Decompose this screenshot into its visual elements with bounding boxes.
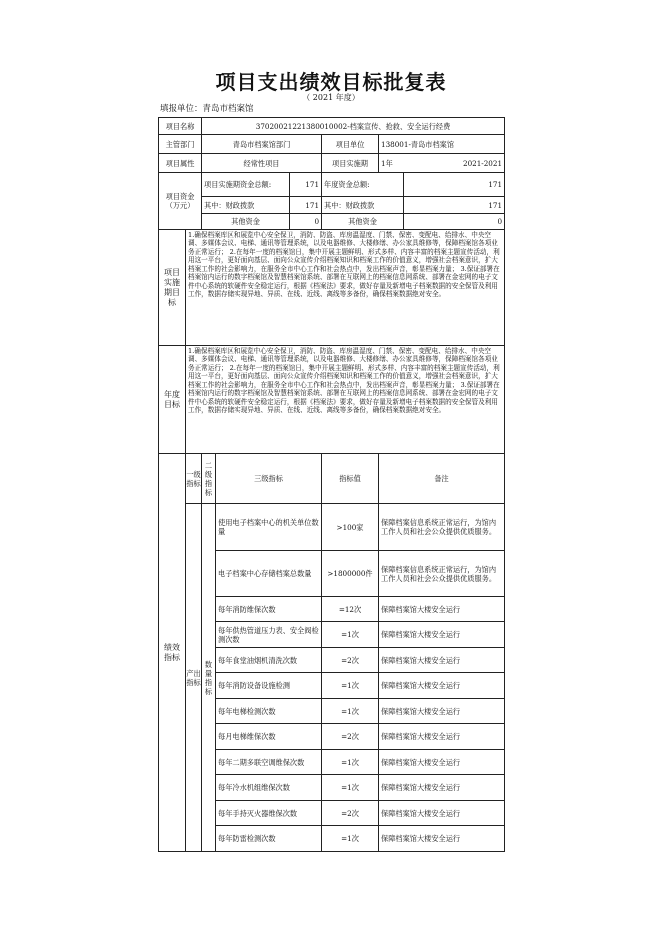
- department-row: [159, 135, 505, 154]
- level1-output-indicator: 产出指标: [186, 504, 202, 852]
- annual-other-funds-value: 0: [404, 214, 505, 230]
- indicator-note: 保障档案馆大楼安全运行: [379, 648, 505, 673]
- indicator-note: 保障档案馆大楼安全运行: [379, 622, 505, 648]
- level3-header: 三级指标: [216, 454, 322, 504]
- indicator-note: 保障档案馆大楼安全运行: [379, 750, 505, 775]
- annual-funds-label: 年度资金总额:: [322, 173, 404, 197]
- funds-other-row: [159, 214, 505, 230]
- indicator-note: 保障档案馆大楼安全运行: [379, 775, 505, 801]
- indicator-value: =1次: [322, 775, 379, 801]
- indicator-name: 每年冷水机组维保次数: [216, 775, 322, 801]
- indicator-value: =1次: [322, 750, 379, 775]
- indicator-value: =1次: [322, 673, 379, 699]
- project-funds-label: 项目资金（万元）: [159, 173, 202, 230]
- performance-target-table: [158, 117, 505, 852]
- annual-goal-label: 年度目标: [159, 346, 186, 454]
- funds-total-row: [159, 173, 505, 197]
- page-title: 项目支出绩效目标批复表: [215, 70, 447, 94]
- department-label: 主管部门: [159, 135, 202, 154]
- implementation-period-label: 项目实施期: [322, 154, 379, 173]
- indicator-name: 电子档案中心存储档案总数量: [216, 551, 322, 597]
- fiscal-funds-label: 其中：财政拨款: [202, 197, 290, 214]
- indicator-name: 每年消防维保次数: [216, 597, 322, 622]
- indicator-name: 使用电子档案中心的机关单位数量: [216, 504, 322, 551]
- annual-other-funds-label: 其他资金: [322, 214, 404, 230]
- project-attribute-label: 项目属性: [159, 154, 202, 173]
- indicator-note: 保障档案信息系统正常运行，为馆内工作人员和社会公众提供优质服务。: [379, 551, 505, 597]
- indicator-note: 保障档案馆大楼安全运行: [379, 699, 505, 724]
- implementation-period-years: 1年: [379, 154, 404, 173]
- level2-quantity-indicator: 数量指标: [202, 504, 216, 852]
- total-funds-value: 171: [290, 173, 322, 197]
- indicator-name: 每年二期多联空调维保次数: [216, 750, 322, 775]
- fiscal-funds-value: 171: [290, 197, 322, 214]
- period-goal-row: [159, 230, 505, 346]
- project-name-value: 37020021221380010002-档案宣传、抢救、安全运行经费: [202, 118, 505, 135]
- project-name-label: 项目名称: [159, 118, 202, 135]
- period-goal-label: 项目实施期目标: [159, 230, 186, 346]
- indicator-value: =1次: [322, 826, 379, 852]
- other-funds-label: 其他资金: [202, 214, 290, 230]
- indicator-name: 每年防雷检测次数: [216, 826, 322, 852]
- note-header: 备注: [379, 454, 505, 504]
- funds-fiscal-row: [159, 197, 505, 214]
- indicator-note: 保障档案信息系统正常运行，为馆内工作人员和社会公众提供优质服务。: [379, 504, 505, 551]
- level2-header: 二级指标: [202, 454, 216, 504]
- indicator-name: 每年手持灭火器维保次数: [216, 801, 322, 826]
- indicator-note: 保障档案馆大楼安全运行: [379, 801, 505, 826]
- project-attribute-value: 经常性项目: [202, 154, 322, 173]
- indicator-value: >1800000件: [322, 551, 379, 597]
- annual-funds-value: 171: [404, 173, 505, 197]
- annual-fiscal-funds-value: 171: [404, 197, 505, 214]
- indicator-value: =1次: [322, 699, 379, 724]
- implementation-period-range: 2021-2021: [404, 154, 505, 173]
- indicator-value: =2次: [322, 801, 379, 826]
- annual-goal-text: 1.确保档案库区和展览中心安全保卫，消防、防盗、库房温湿度、门禁、保密、变配电、给排水、中央空调、多媒体会议、电梯、通讯等管理系统，以及电器维修、大楼修缮、办公家具维修等，保障档案馆各项业务正常运行； 2.在每年一度的档案馆日，集中开展主题鲜明、形式多样、内容丰富的档案主题宣传活动，利用这一平台，更好面向基层、面向公众宣传介绍档案知识和档案工作的价值意义，增强社会档案意识，扩大档案工作的社会影响力，在服务全市中心工作和社会热点中，发出档案声音，彰显档案力量； 3.保证部署在档案馆内运行的数字档案馆及智慧档案馆系统、部署在互联网上的档案信息网系统、部署在金宏网的电子文件中心系统的软硬件安全稳定运行，根据《档案法》要求，做好存量及新增电子档案数据的安全保管及利用工作，数据存储实现异地、异质、在线、近线、离线等多备份，确保档案数据绝对安全。: [186, 346, 505, 454]
- indicator-note: 保障档案馆大楼安全运行: [379, 724, 505, 750]
- indicator-value: =2次: [322, 724, 379, 750]
- indicator-note: 保障档案馆大楼安全运行: [379, 826, 505, 852]
- indicator-value: =1次: [322, 622, 379, 648]
- indicator-value: >100家: [322, 504, 379, 551]
- annual-goal-row: [159, 346, 505, 454]
- indicator-name: 每年电梯检测次数: [216, 699, 322, 724]
- filing-unit: 填报单位：青岛市档案馆: [160, 104, 254, 114]
- indicator-value-header: 指标值: [322, 454, 379, 504]
- other-funds-value: 0: [290, 214, 322, 230]
- attribute-row: [159, 154, 505, 173]
- level1-header: 一级指标: [186, 454, 202, 504]
- indicator-header-row: [159, 454, 505, 504]
- annual-fiscal-funds-label: 其中：财政拨款: [322, 197, 404, 214]
- table-row: [159, 504, 505, 551]
- period-goal-text: 1.确保档案库区和展览中心安全保卫，消防、防盗、库房温湿度、门禁、保密、变配电、给排水、中央空调、多媒体会议、电梯、通讯等管理系统，以及电器维修、大楼修缮、办公家具维修等，保障档案馆各项业务正常运行； 2.在每年一度的档案馆日，集中开展主题鲜明、形式多样、内容丰富的档案主题宣传活动，利用这一平台，更好面向基层、面向公众宣传介绍档案知识和档案工作的价值意义，增强社会档案意识，扩大档案工作的社会影响力，在服务全市中心工作和社会热点中，发出档案声音，彰显档案力量； 3.保证部署在档案馆内运行的数字档案馆及智慧档案馆系统、部署在互联网上的档案信息网系统、部署在金宏网的电子文件中心系统的软硬件安全稳定运行，根据《档案法》要求，做好存量及新增电子档案数据的安全保管及利用工作，数据存储实现异地、异质、在线、近线、离线等多备份，确保档案数据绝对安全。: [186, 230, 505, 346]
- report-year: （ 2021 年度）: [302, 93, 360, 102]
- indicator-value: =12次: [322, 597, 379, 622]
- project-unit-label: 项目单位: [322, 135, 379, 154]
- indicator-name: 每月电梯维保次数: [216, 724, 322, 750]
- indicators-section-label: 绩效指标: [159, 454, 186, 852]
- indicator-note: 保障档案馆大楼安全运行: [379, 597, 505, 622]
- project-unit-value: 138001-青岛市档案馆: [379, 135, 505, 154]
- total-funds-label: 项目实施期资金总额:: [202, 173, 290, 197]
- indicator-name: 每年食堂油烟机清洗次数: [216, 648, 322, 673]
- indicator-note: 保障档案馆大楼安全运行: [379, 673, 505, 699]
- department-value: 青岛市档案馆部门: [202, 135, 322, 154]
- indicator-value: =2次: [322, 648, 379, 673]
- indicator-name: 每年消防设备设施检测: [216, 673, 322, 699]
- project-name-row: [159, 118, 505, 135]
- indicator-name: 每年供热管道压力表、安全阀检测次数: [216, 622, 322, 648]
